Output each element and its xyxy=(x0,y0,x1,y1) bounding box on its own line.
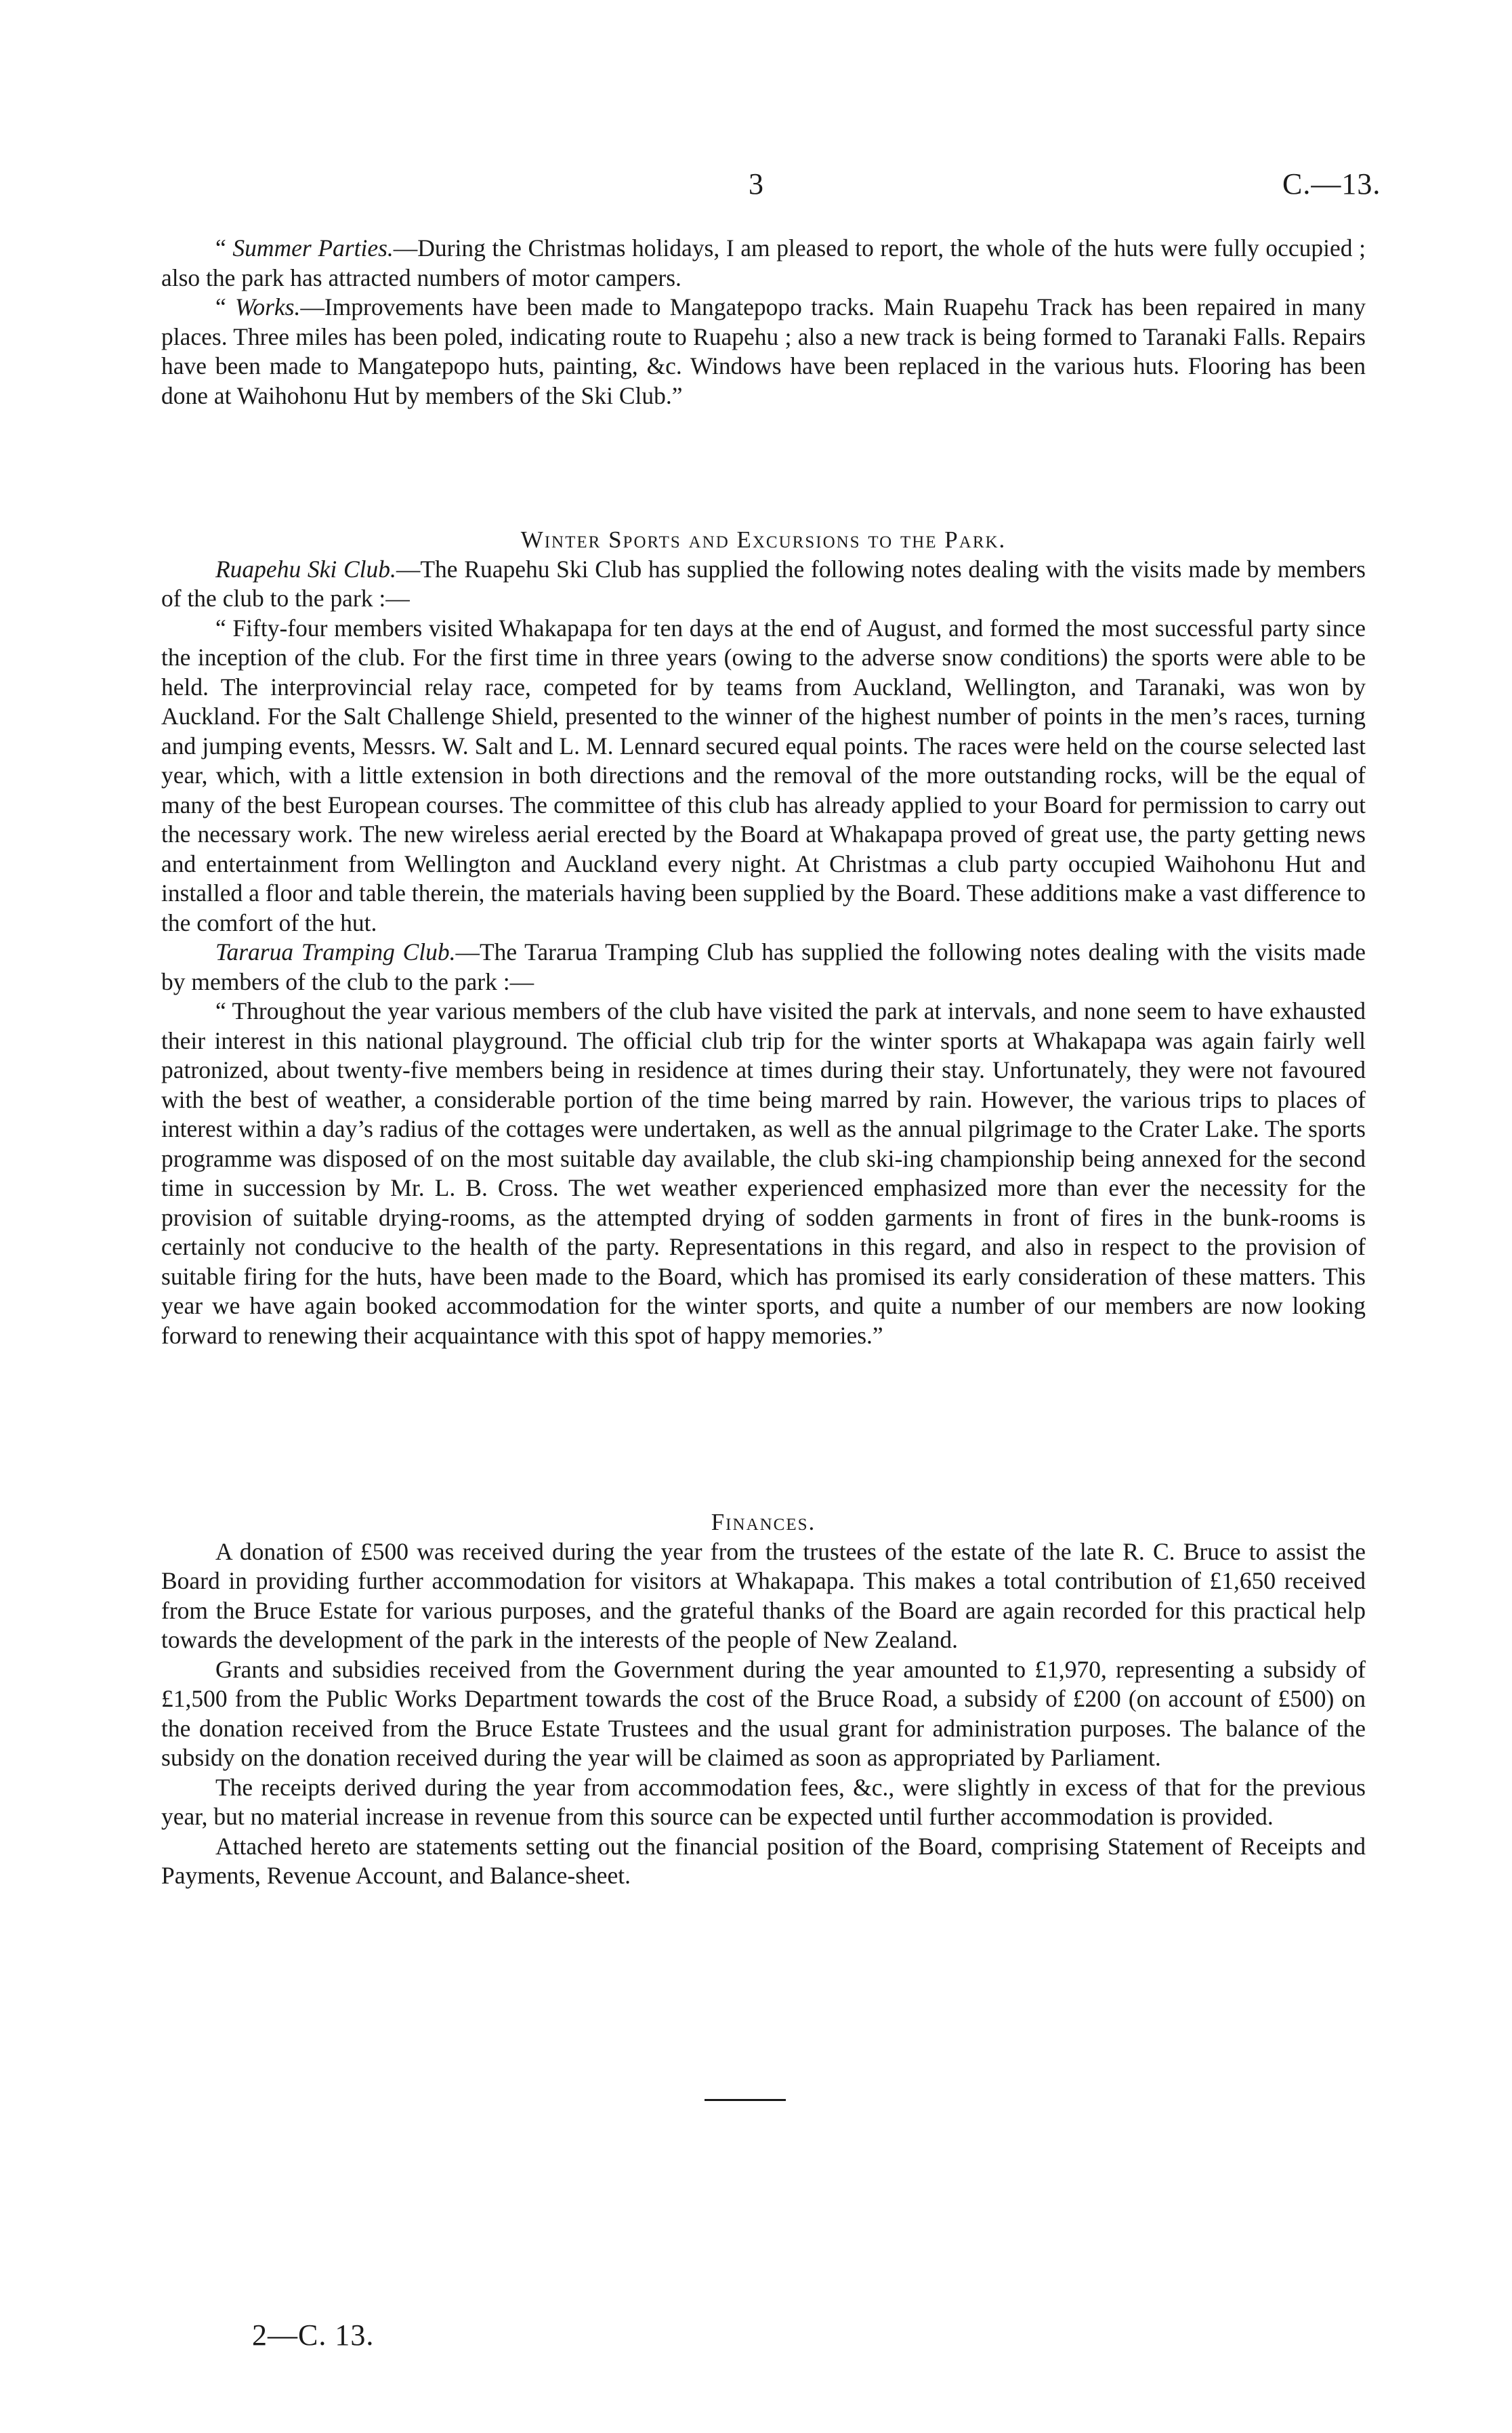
finances-section xyxy=(161,1507,1366,1891)
ski-club-intro-paragraph xyxy=(161,555,1366,614)
section-divider xyxy=(705,2099,786,2101)
summer-works-section xyxy=(161,234,1366,411)
winter-sports-section xyxy=(161,525,1366,1350)
summer-parties-paragraph: “ Summer Parties.—During the Christmas holidays, I am pleased to report, the whole of the huts were fully occupied ; also the park has attracted numbers of motor campers. xyxy=(161,234,1366,291)
tararua-label: Tararua Tramping Club. xyxy=(215,938,456,965)
tararua-intro-paragraph xyxy=(161,938,1366,997)
footer-reference: 2—C. 13. xyxy=(252,2318,375,2352)
tararua-quote-paragraph: “ Throughout the year various members of the club have visited the park at intervals, and none seem to have exhausted their interest in this national playground. The official club trip for the winter sports at Whakapapa was again fairly well patronized, about twenty-five members being in residence at times during their stay. Unfortunately, they were not favoured with the best of weather, a considerable portion of the time being marred by rain. However, the various trips to places of interest within a day’s radius of the cottages were undertaken, as well as the annual pilgrimage to the Crater Lake. The sports programme was disposed of on the most suitable day available, the club ski-ing championship being annexed for the second time in succession by Mr. L. B. Cross. The wet weather experienced emphasized more than ever the necessity for the provision of suitable drying-rooms, as the attempted drying of sodden garments in front of fires in the bunk-rooms is certainly not conducive to the health of the party. Representations in this regard, and also in respect to the provision of suitable firing for the huts, have been made to the Board, which has promised its early consideration of these matters. This year we have again booked accommodation for the winter sports, and quite a number of our members are now looking forward to renewing their acquaintance with this spot of happy memories.” xyxy=(161,997,1366,1349)
ski-club-intro-text: —The Ruapehu Ski Club has supplied the following notes dealing with the visits made by members of the club to the park :— xyxy=(161,555,1366,612)
works-text: —Improvements have been made to Mangatepopo tracks. Main Ruapehu Track has been repaired in many places. Three miles has been poled, indicating route to Ruapehu ; also a new track is being formed to Taranaki Falls. Repairs have been made to Mangatepopo huts, painting, &c. Windows have been replaced in the various huts. Flooring has been done at Waihohonu Hut by members of the Ski Club.” xyxy=(161,293,1366,409)
ski-club-quote-paragraph: “ Fifty-four members visited Whakapapa for ten days at the end of August, and formed the most successful party since the inception of the club. For the first time in three years (owing to the adverse snow conditions) the sports were able to be held. The interprovincial relay race, competed for by teams from Auckland, Wellington, and Taranaki, was won by Auckland. For the Salt Challenge Shield, presented to the winner of the highest number of points in the men’s races, turning and jumping events, Messrs. W. Salt and L. M. Lennard secured equal points. The races were held on the course selected last year, which, with a little extension in both directions and the removal of the more outstanding rocks, will be the equal of many of the best European courses. The committee of this club has already applied to your Board for permission to carry out the necessary work. The new wireless aerial erected by the Board at Whakapapa proved of great use, the party getting news and entertainment from Wellington and Auckland every night. At Christmas a club party occupied Waihohonu Hut and installed a floor and table therein, the materials having been supplied by the Board. These additions make a vast difference to the comfort of the hut. xyxy=(161,614,1366,936)
finances-paragraph-3: The receipts derived during the year from accommodation fees, &c., were slightly in excess of that for the previous year, but no material increase in revenue from this source can be expected until further accommodation is provided. xyxy=(161,1773,1366,1830)
winter-sports-heading: Winter Sports and Excursions to the Park. xyxy=(520,526,1007,553)
works-label: Works. xyxy=(235,293,301,320)
finances-paragraph-1: A donation of £500 was received during the year from the trustees of the estate of the late R. C. Bruce to assist the Board in providing further accommodation for visitors at Whakapapa. This makes a total contribution of £1,650 received from the Bruce Estate for various purposes, and the grateful thanks of the Board are again recorded for this practical help towards the development of the park in the interests of the people of New Zealand. xyxy=(161,1537,1366,1653)
summer-parties-text: —During the Christmas holidays, I am pleased to report, the whole of the huts were fully occupied ; also the park has attracted numbers of motor campers. xyxy=(161,234,1366,291)
finances-paragraph-2: Grants and subsidies received from the Government during the year amounted to £1,970, representing a subsidy of £1,500 from the Public Works Department towards the cost of the Bruce Road, a subsidy of £200 (on account of £500) on the donation received from the Bruce Estate Trustees and the usual grant for administration purposes. The balance of the subsidy on the donation received during the year will be claimed as soon as appropriated by Parliament. xyxy=(161,1655,1366,1771)
works-paragraph: “ Works.—Improvements have been made to Mangatepopo tracks. Main Ruapehu Track has been repaired in many places. Three miles has been poled, indicating route to Ruapehu ; also a new track is being formed to Taranaki Falls. Repairs have been made to Mangatepopo huts, painting, &c. Windows have been replaced in the various huts. Flooring has been done at Waihohonu Hut by members of the Ski Club.” xyxy=(161,293,1366,409)
tararua-intro-text: —The Tararua Tramping Club has supplied the following notes dealing with the visits made by members of the club to the park :— xyxy=(161,938,1366,995)
page-number: 3 xyxy=(749,167,763,201)
ski-club-label: Ruapehu Ski Club. xyxy=(215,555,396,583)
finances-heading: Finances. xyxy=(711,1509,816,1535)
document-reference: C.—13. xyxy=(1282,167,1381,201)
finances-paragraph-4: Attached hereto are statements setting out the financial position of the Board, comprising Statement of Receipts and Payments, Revenue Account, and Balance-sheet. xyxy=(161,1832,1366,1889)
summer-parties-label: Summer Parties. xyxy=(232,234,394,262)
